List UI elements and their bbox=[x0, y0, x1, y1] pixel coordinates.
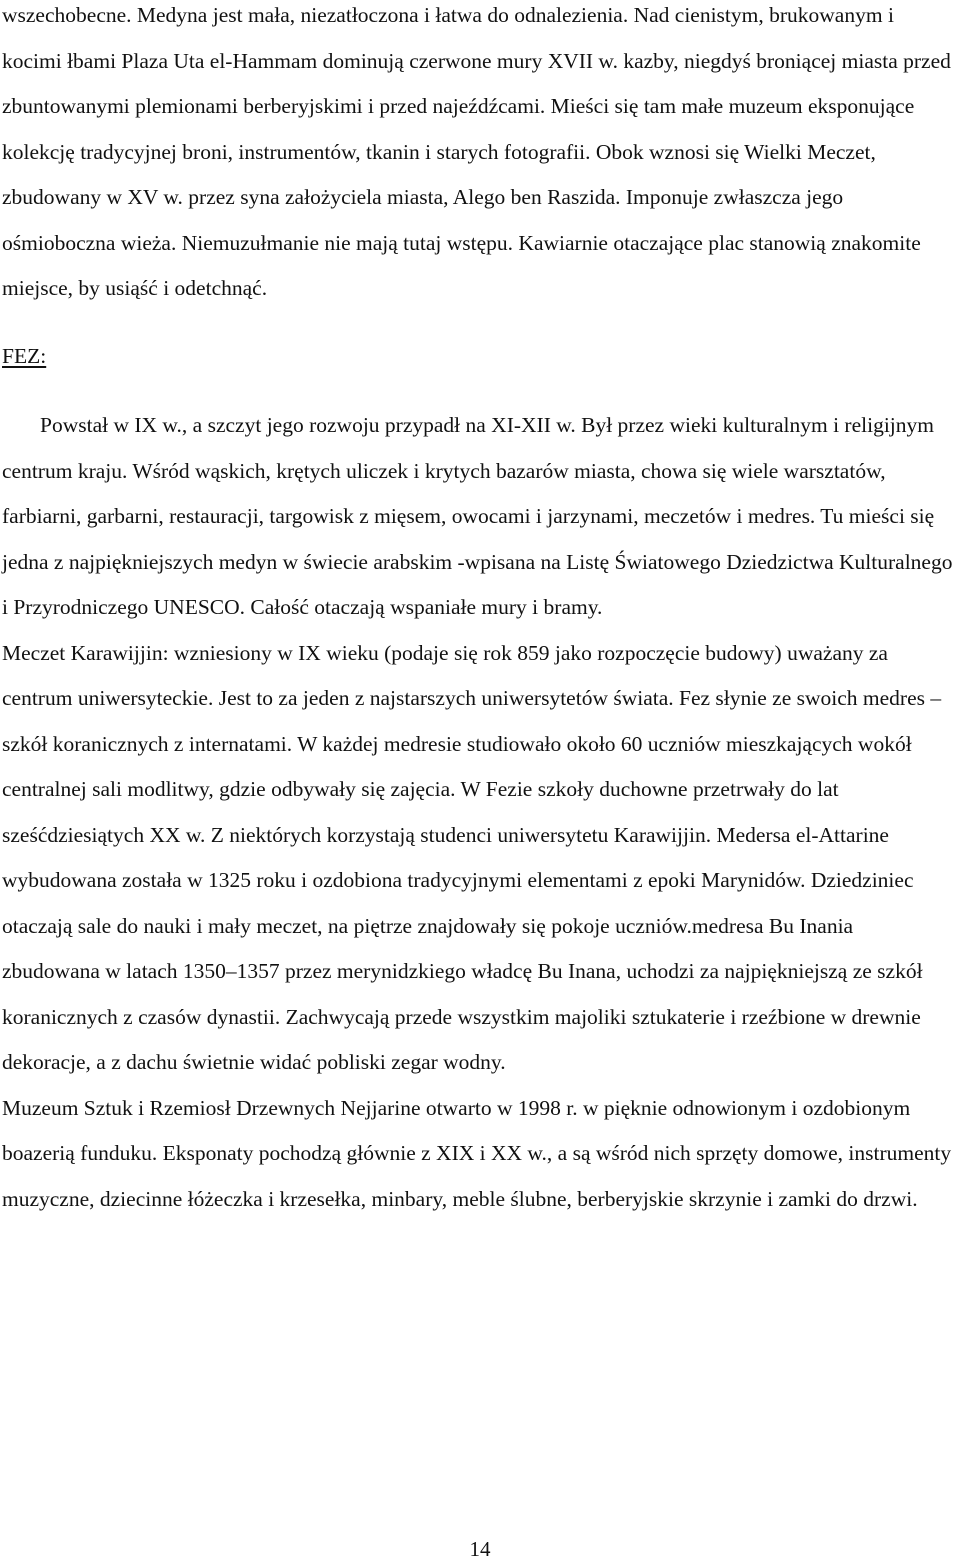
page-number: 14 bbox=[469, 1537, 491, 1561]
fez-paragraph-history: Powstał w IX w., a szczyt jego rozwoju przypadł na XI-XII w. Był przez wieki kulturalnym i religijnym centrum kraju. Wśród wąskich, krętych uliczek i krytych bazarów miasta, chowa się wiele warsztatów, farbiarni, garbarni, restauracji, targowisk z mięsem, owocami i jarzynami, meczetów i medres. Tu mieści się jedna z najpiękniejszych medyn w świecie arabskim -wpisana na Listę Światowego Dziedzictwa Kulturalnego i Przyrodniczego UNESCO. Całość otaczają wspaniałe mury i bramy. bbox=[2, 413, 953, 619]
fez-paragraph-karawijjin: Meczet Karawijjin: wzniesiony w IX wieku (podaje się rok 859 jako rozpoczęcie budowy) uważany za centrum uniwersyteckie. Jest to za jeden z najstarszych uniwersytetów świata. Fez słynie ze swoich medres – szkół koranicznych z internatami. W każdej medresie studiowało około 60 uczniów mieszkających wokół centralnej sali modlitwy, gdzie odbywały się zajęcia. W Fezie szkoły duchowne przetrwały do lat sześćdziesiątych XX w. Z niektórych korzystają studenci uniwersytetu Karawijjin. Medersa el-Attarine wybudowana została w 1325 roku i ozdobiona tradycyjnymi elementami z epoki Marynidów. Dziedziniec otaczają sale do nauki i mały meczet, na piętrze znajdowały się pokoje uczniów.medresa Bu Inania zbudowana w latach 1350–1357 przez merynidzkiego władcę Bu Inana, uchodzi za najpiękniejszą ze szkół koranicznych z czasów dynastii. Zachwycają przede wszystkim majoliki sztukaterie i rzeźbione w drewnie dekoracje, a z dachu świetnie widać pobliski zegar wodny. bbox=[2, 640, 942, 1074]
document-page bbox=[2, 0, 954, 1222]
section-heading-fez: FEZ: bbox=[2, 343, 47, 368]
fez-paragraph-museum: Muzeum Sztuk i Rzemiosł Drzewnych Nejjarine otwarto w 1998 r. w pięknie odnowionym i ozdobionym boazerią funduku. Eksponaty pochodzą głównie z XIX i XX w., a są wśród nich sprzęty domowe, instrumenty muzyczne, dziecinne łóżeczka i krzesełka, minbary, meble ślubne, berberyjskie skrzynie i zamki do drzwi. bbox=[2, 1095, 952, 1211]
intro-paragraph: wszechobecne. Medyna jest mała, niezatłoczona i łatwa do odnalezienia. Nad cienistym, brukowanym i kocimi łbami Plaza Uta el-Hammam dominują czerwone mury XVII w. kazby, niegdyś broniącej miasta przed zbuntowanymi plemionami berberyjskimi i przed najeźdźcami. Mieści się tam małe muzeum eksponujące kolekcję tradycyjnej broni, instrumentów, tkanin i starych fotografii. Obok wznosi się Wielki Meczet, zbudowany w XV w. przez syna założyciela miasta, Alego ben Raszida. Imponuje zwłaszcza jego ośmioboczna wieża. Niemuzułmanie nie mają tutaj wstępu. Kawiarnie otaczające plac stanowią znakomite miejsce, by usiąść i odetchnąć. bbox=[2, 3, 951, 300]
